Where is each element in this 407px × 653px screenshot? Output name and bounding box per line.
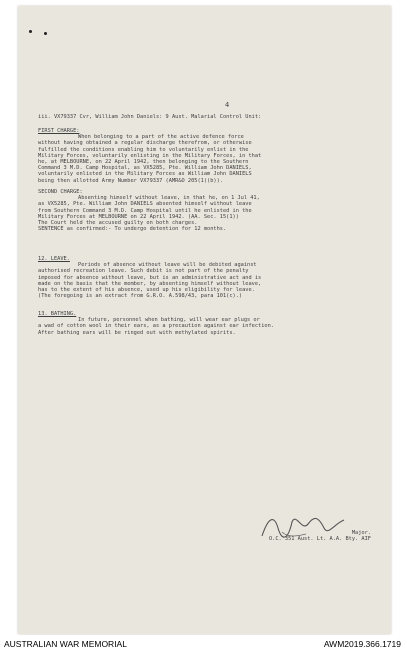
text-line: (The foregoing is an extract from G.R.O. A.598/43, para 101(c).) bbox=[38, 293, 243, 300]
text-line: has to the extent of his absence, used up his eligibility for leave. bbox=[38, 287, 255, 294]
second-charge-section bbox=[38, 189, 375, 232]
text-line: Periods of absence without leave will be debited against bbox=[78, 262, 257, 269]
text-line: without having obtained a regular discharge therefrom, or otherwise bbox=[38, 140, 252, 147]
text-line: being then allotted Army Number VX79337 (AMR&O 205(1)(b)). bbox=[38, 177, 223, 184]
text-line: SENTENCE as confirmed:- To undergo detention for 12 months. bbox=[38, 226, 227, 233]
text-line: After bathing ears will be ringed out with methylated spirits. bbox=[38, 329, 236, 336]
text-line: In future, personnel when bathing, will wear ear plugs or bbox=[78, 317, 260, 324]
signatory-rank: Major. bbox=[351, 530, 371, 536]
punch-hole bbox=[29, 30, 32, 33]
footer-institution: AUSTRALIAN WAR MEMORIAL bbox=[4, 639, 127, 649]
leave-section bbox=[38, 256, 375, 299]
signatory-title: O.C. 351 Aust. Lt. A.A. Bty. AIF bbox=[268, 536, 371, 543]
text-line: he, at MELBOURNE, on 22 April 1942, then belonging to the Southern bbox=[38, 159, 249, 166]
text-line: The Court held the accused guilty on both charges. bbox=[38, 220, 198, 227]
text-line: fulfilled the conditions enabling him to voluntarily enlist in the bbox=[38, 146, 249, 153]
archive-footer bbox=[0, 635, 407, 653]
signature-block bbox=[269, 530, 371, 542]
text-line: made on the basis that the member, by absenting himself without leave, bbox=[38, 280, 262, 287]
text-line: Command 3 M.D. Camp Hospital, as VX5285, Pte. William John DANIELS, bbox=[38, 165, 252, 172]
text-line: Military Forces at MELBOURNE on 22 April 1942. (AA. Sec. 15(1)) bbox=[38, 213, 239, 220]
bathing-label: 13. BATHING. bbox=[38, 311, 77, 317]
text-line: from Southern Command 3 M.D. Camp Hospital until he enlisted in the bbox=[38, 207, 252, 214]
bathing-section bbox=[38, 311, 375, 336]
order-heading bbox=[38, 114, 375, 120]
text-line: voluntarily enlisted in the Military Forces as William John DANIELS bbox=[38, 171, 252, 178]
text-line: imposed for absence without leave, but is an administrative act and is bbox=[38, 274, 262, 281]
text-line: authorised recreation leave. Such debit is not part of the penalty bbox=[38, 268, 249, 275]
leave-label: 12. LEAVE. bbox=[38, 256, 70, 262]
first-charge-section bbox=[38, 128, 375, 184]
text-line: When belonging to a part of the active defence force bbox=[78, 134, 244, 141]
text-line: Absenting himself without leave, in that he, on 1 Jul 41, bbox=[78, 195, 260, 202]
second-charge-label: SECOND CHARGE: bbox=[38, 189, 83, 195]
first-charge-label: FIRST CHARGE: bbox=[38, 128, 80, 134]
footer-accession-number: AWM2019.366.1719 bbox=[323, 639, 401, 649]
punch-hole bbox=[44, 32, 47, 35]
document-page bbox=[18, 6, 391, 634]
heading-text: iii. VX79337 Cvr, William John Daniels: 9 Aust. Malarial Control Unit: bbox=[38, 114, 262, 120]
page-number: 4 bbox=[225, 101, 230, 109]
text-line: Military Forces, voluntarily enlisting in the Military Forces, in that bbox=[38, 152, 262, 159]
text-line: as VX5285, Pte. William John DANIELS absented himself without leave bbox=[38, 201, 252, 208]
text-line: a wad of cotton wool in their ears, as a precaution against ear infection. bbox=[38, 323, 274, 330]
